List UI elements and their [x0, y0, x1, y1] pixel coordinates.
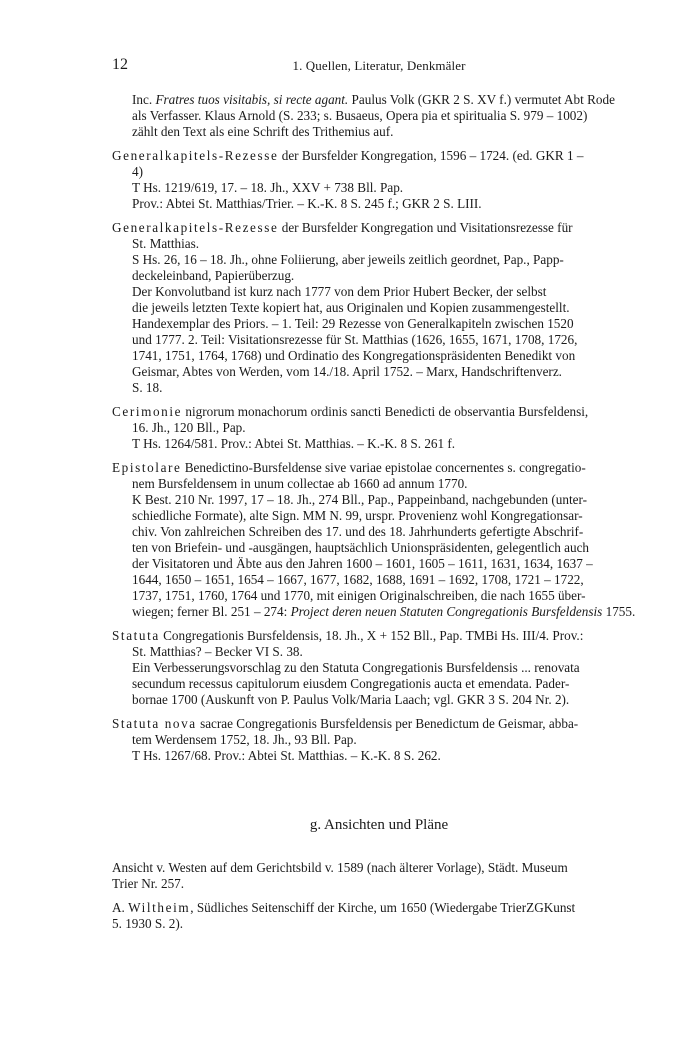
- text-line: [112, 268, 646, 284]
- text-line: [112, 492, 646, 508]
- text-span: , Südliches Seitenschiff der Kirche, um 1650 (Wiedergabe TrierZGKunst: [190, 900, 576, 915]
- text-span: wiegen; ferner Bl. 251 – 274:: [132, 604, 291, 619]
- text-span: Ein Verbesserungsvorschlag zu den Statuta Congregationis Bursfeldensis ... renovata: [132, 660, 580, 675]
- text-line: [112, 660, 646, 676]
- text-line: [112, 716, 646, 732]
- text-line: [112, 108, 646, 124]
- text-line: [112, 692, 646, 708]
- page-number: 12: [112, 56, 128, 73]
- text-span: T Hs. 1267/68. Prov.: Abtei St. Matthias. – K.-K. 8 S. 262.: [132, 748, 441, 763]
- text-span: 4): [132, 164, 143, 179]
- entry-keyword: Cerimonie: [112, 404, 183, 419]
- text-span: T Hs. 1219/619, 17. – 18. Jh., XXV + 738 Bll. Pap.: [132, 180, 404, 195]
- text-span: der Bursfelder Kongregation, 1596 – 1724. (ed. GKR 1 –: [278, 148, 584, 163]
- italic-text: Project deren neuen Statuten Congregationis Bursfeldensis: [290, 604, 603, 619]
- text-span: T Hs. 1264/581. Prov.: Abtei St. Matthias. – K.-K. 8 S. 261 f.: [132, 436, 456, 451]
- bibliography-entry: [112, 404, 646, 452]
- text-line: [112, 124, 646, 140]
- text-span: 1644, 1650 – 1651, 1654 – 1667, 1677, 1682, 1688, 1691 – 1692, 1708, 1721 – 1722,: [132, 572, 584, 587]
- text-line: [112, 540, 646, 556]
- text-span: K Best. 210 Nr. 1997, 17 – 18. Jh., 274 Bll., Pap., Pappeinband, nachgebunden (unter-: [132, 492, 588, 507]
- text-span: 1755.: [602, 604, 636, 619]
- text-line: [112, 748, 646, 764]
- text-line: [112, 236, 646, 252]
- text-span: Congregationis Bursfeldensis, 18. Jh., X + 152 Bll., Pap. TMBi Hs. III/4. Prov.:: [159, 628, 584, 643]
- entry-keyword: Epistolare: [112, 460, 182, 475]
- text-line: [112, 420, 646, 436]
- text-span: St. Matthias.: [132, 236, 200, 251]
- text-line: [112, 628, 646, 644]
- text-line: [112, 676, 646, 692]
- text-span: als Verfasser. Klaus Arnold (S. 233; s. Busaeus, Opera pia et spiritualia S. 979 – 1002): [132, 108, 588, 123]
- text-span: Benedictino-Bursfeldense sive variae epistolae concernentes s. congregatio-: [181, 460, 586, 475]
- text-span: Paulus Volk (GKR 2 S. XV f.) vermutet Abt Rode: [348, 92, 615, 107]
- text-line: [112, 404, 646, 420]
- section-heading: g. Ansichten und Pläne: [309, 817, 449, 833]
- bibliography-entry: [112, 148, 646, 212]
- text-span: Trier Nr. 257.: [112, 876, 185, 891]
- text-span: 16. Jh., 120 Bll., Pap.: [132, 420, 246, 435]
- bibliography-entry: [112, 92, 646, 140]
- text-line: [112, 572, 646, 588]
- text-line: [112, 732, 646, 748]
- text-span: A.: [112, 900, 129, 915]
- text-line: [112, 316, 646, 332]
- text-span: tem Werdensem 1752, 18. Jh., 93 Bll. Pap.: [132, 732, 357, 747]
- text-span: S Hs. 26, 16 – 18. Jh., ohne Foliierung, aber jeweils zeitlich geordnet, Pap., Papp-: [132, 252, 564, 267]
- bibliography-entry: [112, 716, 646, 764]
- text-line: [112, 364, 646, 380]
- text-line: [112, 148, 646, 164]
- text-span: und 1777. 2. Teil: Visitationsrezesse für St. Matthias (1626, 1655, 1671, 1708, 1726,: [132, 332, 578, 347]
- text-span: zählt den Text als eine Schrift des Trithemius auf.: [132, 124, 394, 139]
- bibliography-entry: [112, 900, 646, 932]
- text-line: [112, 380, 646, 396]
- text-line: [112, 332, 646, 348]
- text-line: [112, 508, 646, 524]
- text-span: S. 18.: [132, 380, 163, 395]
- text-span: Ansicht v. Westen auf dem Gerichtsbild v. 1589 (nach älterer Vorlage), Städt. Museum: [112, 860, 568, 875]
- entry-keyword: Statuta: [112, 628, 160, 643]
- running-title: 1. Quellen, Literatur, Denkmäler: [292, 58, 466, 73]
- text-span: nem Bursfeldensem in unum collectae ab 1660 ad annum 1770.: [132, 476, 468, 491]
- text-line: [112, 180, 646, 196]
- section-body: [112, 860, 646, 940]
- text-line: [112, 524, 646, 540]
- text-line: [112, 196, 646, 212]
- italic-text: Fratres tuos visitabis, si recte agant.: [155, 92, 349, 107]
- text-line: [112, 300, 646, 316]
- bibliography-entry: [112, 220, 646, 396]
- text-span: der Bursfelder Kongregation und Visitationsrezesse für: [278, 220, 573, 235]
- text-line: [112, 556, 646, 572]
- text-span: deckeleinband, Papierüberzug.: [132, 268, 295, 283]
- bibliography-entry: [112, 628, 646, 708]
- text-line: [112, 916, 646, 932]
- entry-keyword: Generalkapitels-Rezesse: [112, 148, 279, 163]
- text-line: [112, 860, 646, 876]
- text-line: [112, 900, 646, 916]
- text-span: chiv. Von zahlreichen Schreiben des 17. und des 18. Jahrhunderts gefertigte Abschrif-: [132, 524, 584, 539]
- text-span: Handexemplar des Priors. – 1. Teil: 29 Rezesse von Generalkapiteln zwischen 1520: [132, 316, 574, 331]
- text-span: schiedliche Formate), alte Sign. MM N. 99, urspr. Provenienz wohl Kongregationsar-: [132, 508, 583, 523]
- text-span: Prov.: Abtei St. Matthias/Trier. – K.-K. 8 S. 245 f.; GKR 2 S. LIII.: [132, 196, 482, 211]
- page-header: [112, 56, 646, 76]
- text-line: [112, 284, 646, 300]
- text-line: [112, 604, 646, 620]
- text-span: 1741, 1751, 1764, 1768) und Ordinatio des Kongregationspräsidenten Benedikt von: [132, 348, 576, 363]
- text-line: [112, 348, 646, 364]
- text-line: [112, 644, 646, 660]
- text-span: bornae 1700 (Auskunft von P. Paulus Volk/Maria Laach; vgl. GKR 3 S. 204 Nr. 2).: [132, 692, 570, 707]
- text-span: ten von Briefein- und -ausgängen, hauptsächlich Unionspräsidenten, gelegentlich auch: [132, 540, 590, 555]
- text-span: 5. 1930 S. 2).: [112, 916, 184, 931]
- bibliography-entry: [112, 460, 646, 620]
- text-span: die jeweils letzten Texte kopiert hat, aus Originalen und Kopien zusammengestellt.: [132, 300, 570, 315]
- entry-keyword: Statuta nova: [112, 716, 197, 731]
- text-line: [112, 220, 646, 236]
- text-span: Der Konvolutband ist kurz nach 1777 von dem Prior Hubert Becker, der selbst: [132, 284, 547, 299]
- entry-keyword: Wiltheim: [128, 900, 191, 915]
- text-span: secundum recessus capitulorum eiusdem Congregationis aucta et emendata. Pader-: [132, 676, 570, 691]
- text-line: [112, 164, 646, 180]
- text-line: [112, 436, 646, 452]
- text-line: [112, 252, 646, 268]
- text-line: [112, 460, 646, 476]
- entry-keyword: Generalkapitels-Rezesse: [112, 220, 279, 235]
- text-span: 1737, 1751, 1760, 1764 und 1770, mit einigen Originalschreiben, die nach 1655 über-: [132, 588, 586, 603]
- document-body: [112, 92, 646, 772]
- text-span: Inc.: [132, 92, 156, 107]
- text-line: [112, 92, 646, 108]
- text-line: [112, 876, 646, 892]
- text-span: nigrorum monachorum ordinis sancti Benedicti de observantia Bursfeldensi,: [182, 404, 589, 419]
- text-span: der Visitatoren und Äbte aus den Jahren 1600 – 1601, 1605 – 1611, 1631, 1634, 1637 –: [132, 556, 593, 571]
- text-line: [112, 588, 646, 604]
- text-span: sacrae Congregationis Bursfeldensis per Benedictum de Geismar, abba-: [196, 716, 579, 731]
- bibliography-entry: [112, 860, 646, 892]
- text-span: St. Matthias? – Becker VI S. 38.: [132, 644, 303, 659]
- text-line: [112, 476, 646, 492]
- text-span: Geismar, Abtes von Werden, vom 14./18. April 1752. – Marx, Handschriftenverz.: [132, 364, 562, 379]
